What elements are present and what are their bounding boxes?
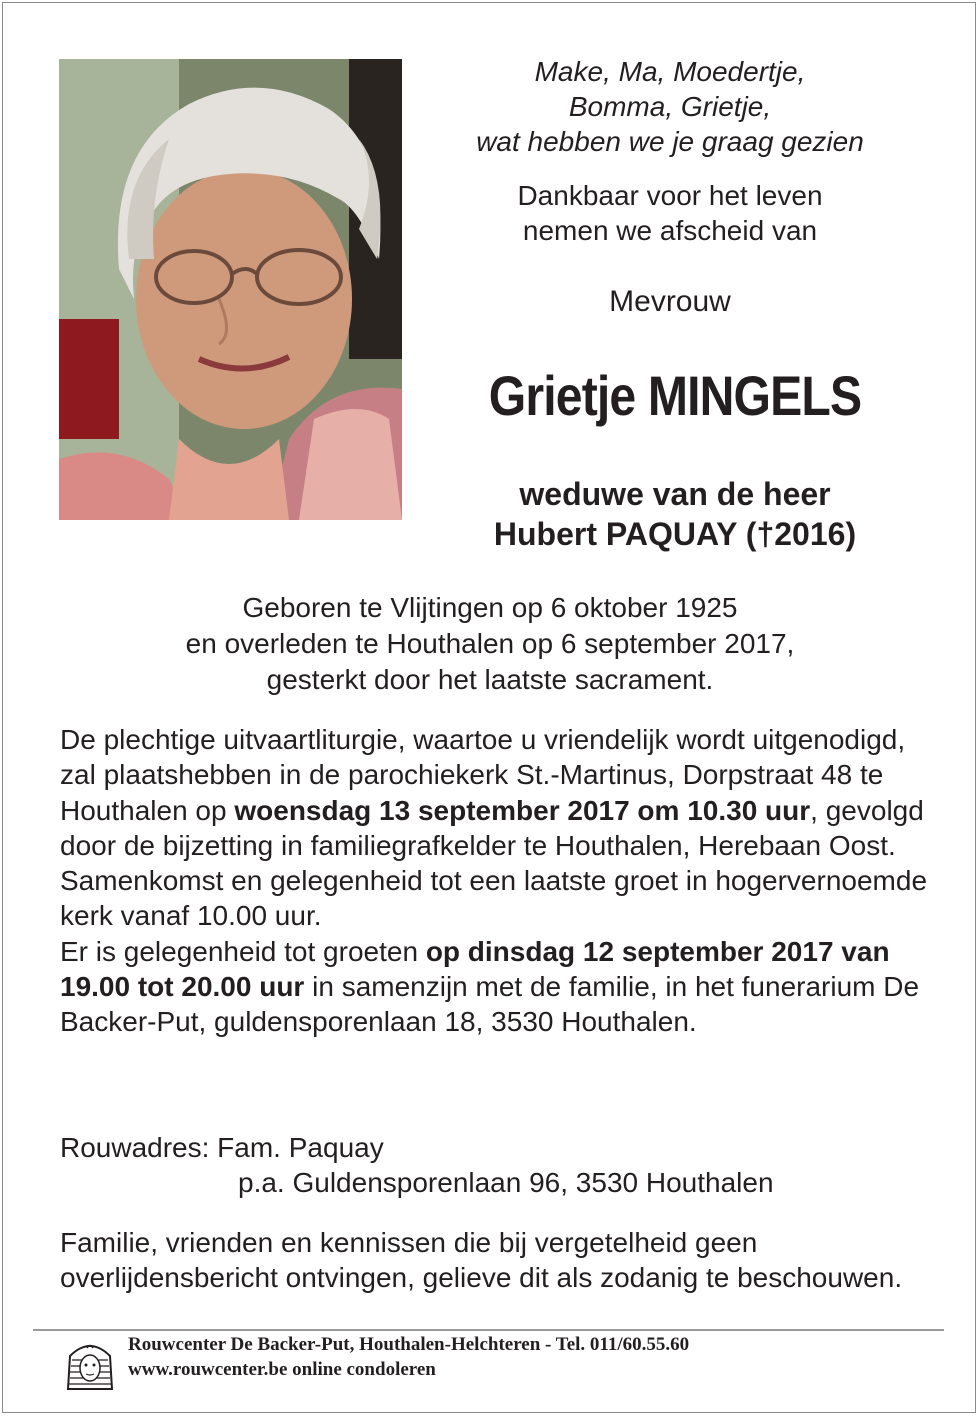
widow-line: weduwe van de heer (519, 476, 831, 512)
visitation-text: Er is gelegenheid tot groeten (60, 935, 426, 967)
mourning-address (60, 1130, 940, 1201)
widow-of (420, 474, 930, 554)
footer-website[interactable]: www.rouwcenter.be online condoleren (128, 1359, 436, 1380)
poem-line: Make, Ma, Moedertje, (534, 56, 806, 87)
visitation-text: in samenzijn met de familie, in het funerarium De Backer-Put, guldensporenlaan 18, 3530 Houthalen. (60, 971, 920, 1038)
notice-text: Familie, vrienden en kennissen die bij vergetelheid geen overlijdensbericht ontvingen, gelieve dit als zodanig te beschouwen. (60, 1227, 903, 1294)
pharaoh-logo-icon (60, 1334, 120, 1394)
poem-line: Bomma, Grietje, (568, 91, 772, 122)
address-line: Rouwadres: Fam. Paquay (60, 1132, 384, 1163)
visitation-date: op dinsdag 12 september 2017 van 19.00 tot 20.00 uur (60, 935, 890, 1003)
divider (33, 1329, 944, 1331)
funeral-details (60, 722, 940, 1040)
address-line: p.a. Guldensporenlaan 96, 3530 Houthalen (238, 1167, 774, 1199)
birth-line: en overleden te Houthalen op 6 september 2017, (185, 628, 795, 659)
poem-line: wat hebben we je graag gezien (476, 126, 864, 157)
honorific: Mevrouw (609, 285, 731, 318)
birth-line: gesterkt door het laatste sacrament. (266, 664, 714, 695)
deceased-name: Grietje MINGELS (488, 364, 862, 427)
portrait-photo (59, 59, 402, 520)
thanks-line: Dankbaar voor het leven (517, 180, 823, 211)
funeral-text: De plechtige uitvaartliturgie, waartoe u vriendelijk wordt uitgenodigd, zal plaatshebben in de parochiekerk St.-Martinus, Dorpstraat 48 te Houthalen op (60, 724, 906, 826)
widow-line: Hubert PAQUAY (†2016) (493, 516, 857, 552)
birth-death-info (60, 590, 920, 698)
thanks-text (420, 178, 920, 248)
birth-line: Geboren te Vlijtingen op 6 oktober 1925 (242, 592, 738, 623)
funeral-date: woensdag 13 september 2017 om 10.30 uur (234, 794, 811, 826)
funeral-text: , gevolgd door de bijzetting in familiegrafkelder te Houthalen, Herebaan Oost. Samenkomst en gelegenheid tot een laatste groet in hogervernoemde kerk vanaf 10.00 uur. (60, 794, 928, 932)
footer-contact: Rouwcenter De Backer-Put, Houthalen-Helchteren - Tel. 011/60.55.60 (128, 1334, 690, 1355)
poem (420, 54, 920, 159)
thanks-line: nemen we afscheid van (522, 215, 818, 246)
